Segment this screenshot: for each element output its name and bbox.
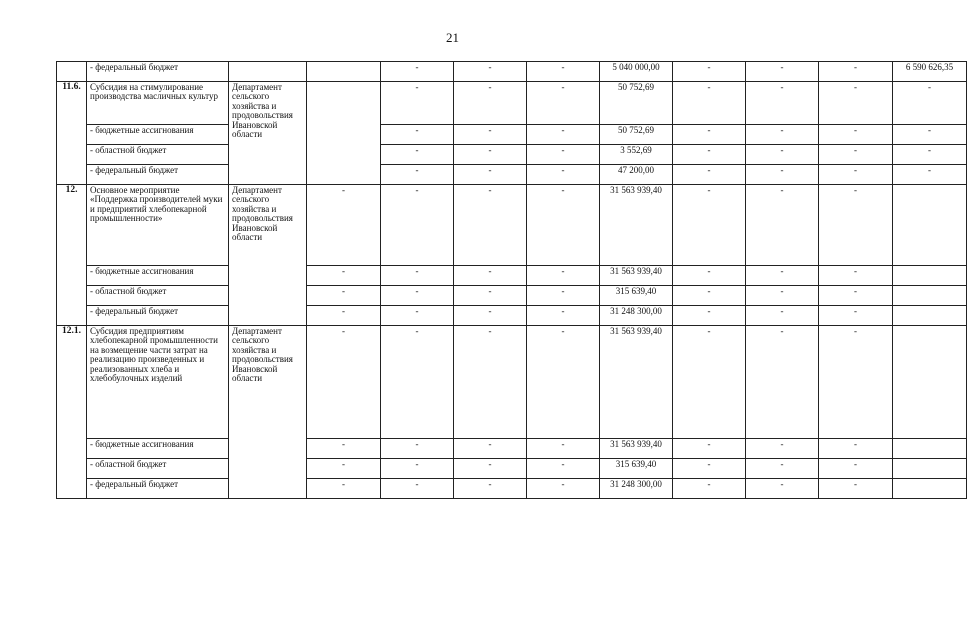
value-cell: - <box>454 479 527 499</box>
value-cell: - <box>673 306 746 326</box>
empty-cell <box>893 286 967 306</box>
value-cell: - <box>819 62 893 82</box>
value-cell: - <box>893 82 967 125</box>
table-row <box>57 286 967 306</box>
value-cell: - <box>307 459 381 479</box>
value-cell: - <box>527 266 600 286</box>
empty-cell <box>893 459 967 479</box>
value-cell: - <box>454 82 527 125</box>
value-cell: 315 639,40 <box>600 286 673 306</box>
empty-cell <box>893 266 967 286</box>
value-cell: - <box>381 125 454 145</box>
value-cell: - <box>673 459 746 479</box>
value-cell: 31 563 939,40 <box>600 266 673 286</box>
value-cell: - <box>454 306 527 326</box>
row-title: Субсидия на стимулирование производства масличных культур <box>87 82 229 125</box>
table-row <box>57 479 967 499</box>
value-cell: - <box>819 165 893 185</box>
value-cell: - <box>307 306 381 326</box>
value-cell: - <box>527 479 600 499</box>
table-row <box>57 125 967 145</box>
value-cell: - <box>819 326 893 439</box>
row-label: - бюджетные ассигнования <box>87 439 229 459</box>
table-row <box>57 266 967 286</box>
value-cell: - <box>819 479 893 499</box>
value-cell: - <box>527 459 600 479</box>
value-cell: - <box>819 125 893 145</box>
value-cell: 31 248 300,00 <box>600 479 673 499</box>
value-cell: - <box>454 165 527 185</box>
value-cell: - <box>454 326 527 439</box>
table-row <box>57 185 967 266</box>
value-cell: - <box>307 286 381 306</box>
value-cell: - <box>746 326 819 439</box>
row-label: - бюджетные ассигнования <box>87 266 229 286</box>
value-cell: - <box>746 459 819 479</box>
value-cell: - <box>893 125 967 145</box>
value-cell: - <box>893 145 967 165</box>
value-cell: 50 752,69 <box>600 82 673 125</box>
empty-cell <box>307 62 381 82</box>
value-cell: - <box>673 479 746 499</box>
value-cell: - <box>381 479 454 499</box>
empty-cell <box>893 439 967 459</box>
value-cell: - <box>307 326 381 439</box>
value-cell: - <box>381 326 454 439</box>
value-cell: - <box>819 82 893 125</box>
table-row <box>57 306 967 326</box>
value-cell: - <box>307 439 381 459</box>
value-cell: - <box>746 479 819 499</box>
value-cell: - <box>454 62 527 82</box>
row-label: - федеральный бюджет <box>87 479 229 499</box>
executor-cell: Департамент сельского хозяйства и продовольствия Ивановской области <box>229 326 307 499</box>
page-number: 21 <box>446 30 459 45</box>
value-cell: - <box>381 439 454 459</box>
value-cell: - <box>819 286 893 306</box>
value-cell: - <box>454 185 527 266</box>
table-row <box>57 459 967 479</box>
row-label: - федеральный бюджет <box>87 165 229 185</box>
row-label: - федеральный бюджет <box>87 62 229 82</box>
row-title: Субсидия предприятиям хлебопекарной промышленности на возмещение части затрат на реализацию произведенных и реализованных хлеба и хлебобулочных изделий <box>87 326 229 439</box>
value-cell: - <box>819 459 893 479</box>
value-cell: - <box>673 286 746 306</box>
value-cell: - <box>819 306 893 326</box>
value-cell: - <box>527 306 600 326</box>
value-cell: - <box>454 125 527 145</box>
value-cell: - <box>381 165 454 185</box>
value-cell: - <box>454 286 527 306</box>
table-row <box>57 165 967 185</box>
row-label: - областной бюджет <box>87 459 229 479</box>
value-cell: - <box>381 459 454 479</box>
value-cell: 31 563 939,40 <box>600 185 673 266</box>
value-cell: - <box>673 185 746 266</box>
value-cell: - <box>527 62 600 82</box>
value-cell: 47 200,00 <box>600 165 673 185</box>
value-cell: - <box>673 62 746 82</box>
value-cell: - <box>307 266 381 286</box>
value-cell: 50 752,69 <box>600 125 673 145</box>
empty-cell <box>893 185 967 266</box>
item-number: 12.1. <box>57 326 87 499</box>
value-cell: 31 248 300,00 <box>600 306 673 326</box>
value-cell: - <box>454 439 527 459</box>
value-cell: - <box>381 266 454 286</box>
value-cell: 31 563 939,40 <box>600 326 673 439</box>
value-cell: - <box>893 165 967 185</box>
value-cell: - <box>673 326 746 439</box>
table-row <box>57 439 967 459</box>
executor-cell: Департамент сельского хозяйства и продовольствия Ивановской области <box>229 82 307 185</box>
value-cell: - <box>527 185 600 266</box>
value-cell: - <box>746 286 819 306</box>
executor-cell <box>229 62 307 82</box>
value-cell: - <box>527 286 600 306</box>
value-cell: - <box>673 125 746 145</box>
item-number: 12. <box>57 185 87 326</box>
value-cell: - <box>307 185 381 266</box>
value-cell: 6 590 626,35 <box>893 62 967 82</box>
value-cell: - <box>746 306 819 326</box>
budget-table <box>56 61 967 499</box>
table-row <box>57 82 967 125</box>
value-cell: 315 639,40 <box>600 459 673 479</box>
value-cell: - <box>527 439 600 459</box>
table-row <box>57 145 967 165</box>
value-cell: - <box>673 82 746 125</box>
value-cell: - <box>746 185 819 266</box>
row-title: Основное мероприятие «Поддержка производителей муки и предприятий хлебопекарной промышленности» <box>87 185 229 266</box>
value-cell: - <box>673 165 746 185</box>
empty-cell <box>893 326 967 439</box>
value-cell: - <box>819 145 893 165</box>
value-cell: - <box>746 82 819 125</box>
value-cell: - <box>746 165 819 185</box>
empty-cell <box>307 82 381 185</box>
value-cell: - <box>819 439 893 459</box>
value-cell: - <box>381 145 454 165</box>
value-cell: - <box>527 125 600 145</box>
value-cell: - <box>819 266 893 286</box>
item-number-cell <box>57 62 87 82</box>
value-cell: - <box>307 479 381 499</box>
value-cell: - <box>527 82 600 125</box>
value-cell: - <box>381 185 454 266</box>
value-cell: - <box>673 439 746 459</box>
value-cell: - <box>746 266 819 286</box>
value-cell: - <box>381 62 454 82</box>
value-cell: - <box>819 185 893 266</box>
table-row <box>57 62 967 82</box>
value-cell: - <box>527 145 600 165</box>
value-cell: - <box>746 145 819 165</box>
value-cell: - <box>746 439 819 459</box>
value-cell: - <box>381 82 454 125</box>
empty-cell <box>893 479 967 499</box>
value-cell: - <box>381 306 454 326</box>
value-cell: - <box>454 266 527 286</box>
value-cell: - <box>746 125 819 145</box>
empty-cell <box>893 306 967 326</box>
value-cell: - <box>527 165 600 185</box>
value-cell: 31 563 939,40 <box>600 439 673 459</box>
value-cell: - <box>673 145 746 165</box>
value-cell: - <box>454 145 527 165</box>
value-cell: 5 040 000,00 <box>600 62 673 82</box>
row-label: - областной бюджет <box>87 286 229 306</box>
value-cell: 3 552,69 <box>600 145 673 165</box>
executor-cell: Департамент сельского хозяйства и продовольствия Ивановской области <box>229 185 307 326</box>
value-cell: - <box>527 326 600 439</box>
row-label: - бюджетные ассигнования <box>87 125 229 145</box>
table-row <box>57 326 967 439</box>
row-label: - федеральный бюджет <box>87 306 229 326</box>
item-number: 11.6. <box>57 82 87 185</box>
value-cell: - <box>454 459 527 479</box>
value-cell: - <box>746 62 819 82</box>
value-cell: - <box>673 266 746 286</box>
row-label: - областной бюджет <box>87 145 229 165</box>
value-cell: - <box>381 286 454 306</box>
